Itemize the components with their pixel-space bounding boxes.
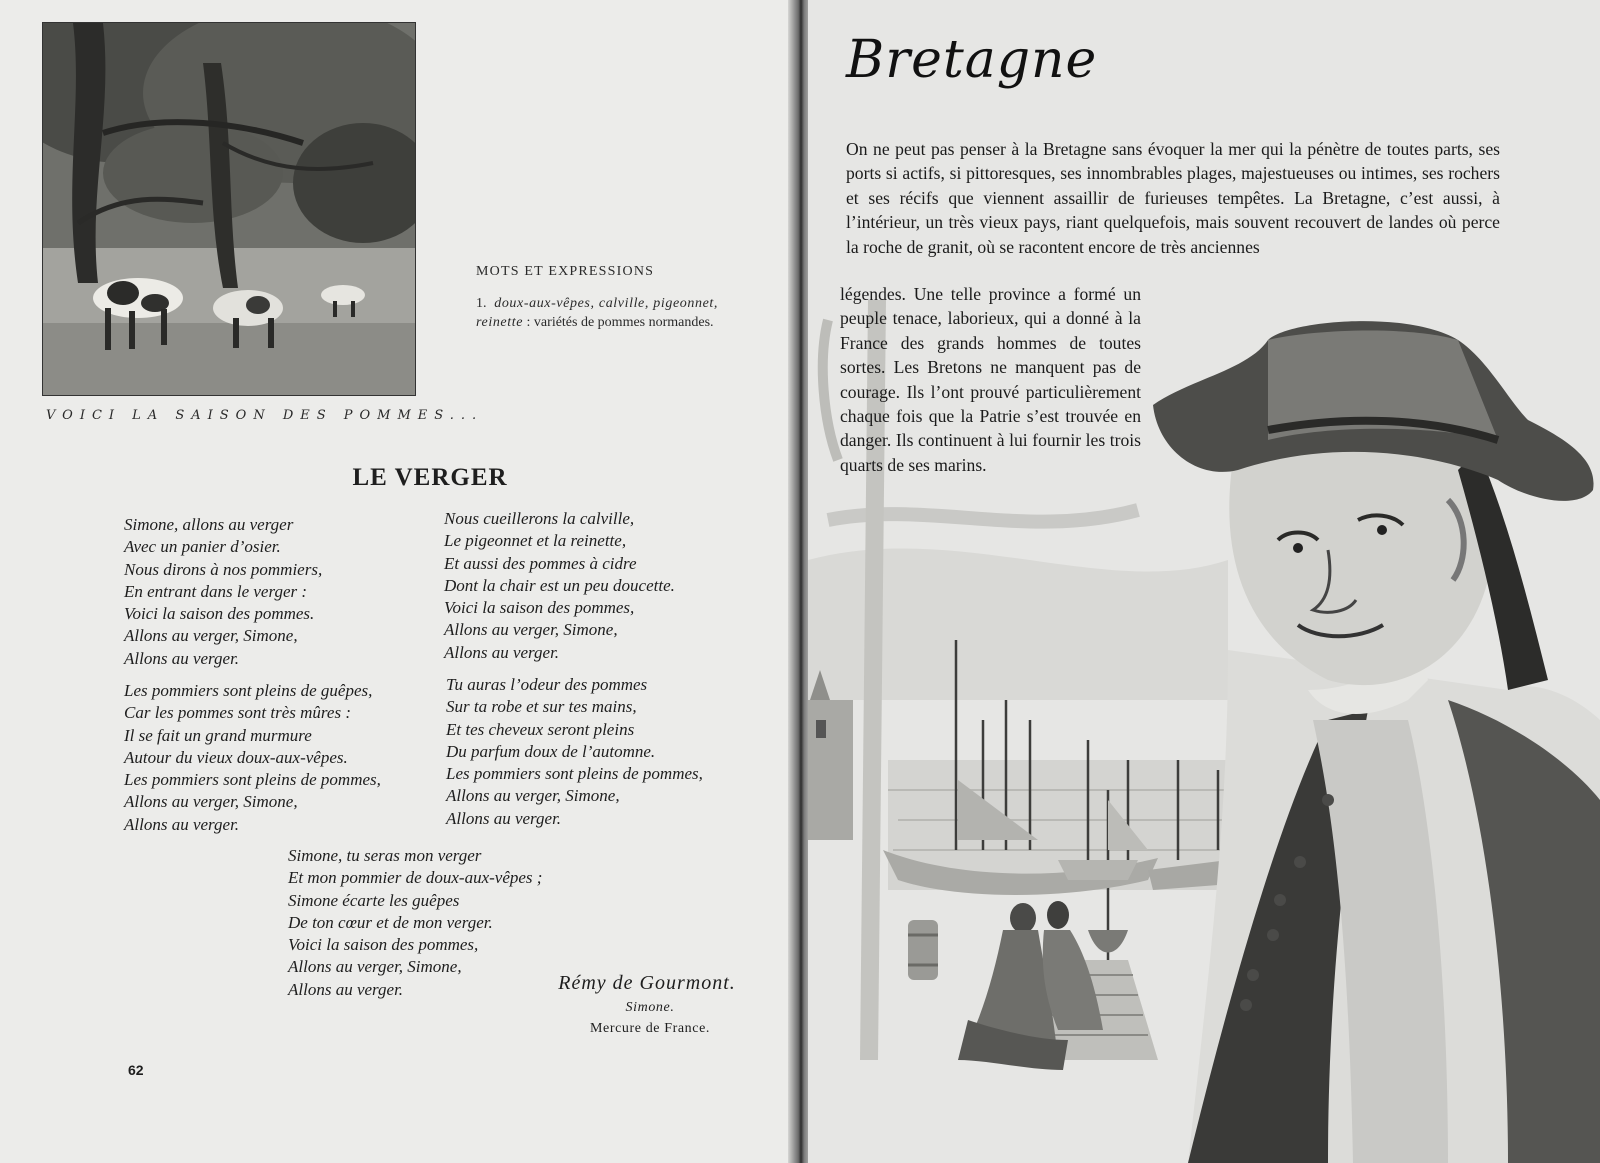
intro-paragraph: On ne peut pas penser à la Bretagne sans évoquer la mer qui la pénètre de toutes parts, ses ports si actifs, si pittoresques, ses innombrables plages, majestueuses ou intimes, ses rochers et ses récifs que viennent assaillir de furieuses tempêtes. La Bretagne, c’est aussi, à l’intérieur, un très vieux pays, riant quelquefois, mais souvent recouvert de landes où perce la roche de granit, où se racontent encore de très anciennes — [846, 139, 1500, 257]
poem-line: Allons au verger. — [124, 648, 240, 668]
poem-stanza-1 — [124, 514, 322, 670]
vocabulary-entry-number: 1. — [476, 296, 487, 311]
poem-author: Rémy de Gourmont. — [558, 972, 736, 994]
poem-line: Car les pommes sont très mûres : — [124, 703, 351, 723]
vocabulary-entry-definition: : variétés de pommes normandes. — [526, 315, 714, 330]
poem-line: Allons au verger. — [444, 642, 560, 662]
vocabulary-entry — [476, 294, 718, 332]
photo-caption: VOICI LA SAISON DES POMMES... — [46, 408, 484, 423]
poem-line: Voici la saison des pommes, — [444, 598, 635, 618]
poem-line: Et tes cheveux seront pleins — [446, 719, 635, 739]
poem-line: Et mon pommier de doux-aux-vêpes ; — [288, 868, 543, 888]
poem-line: Du parfum doux de l’automne. — [446, 741, 656, 761]
poem-line: Allons au verger, Simone, — [124, 792, 298, 812]
poem-stanza-3 — [124, 680, 381, 836]
poem-line: Simone, allons au verger — [124, 515, 294, 534]
poem-line: Allons au verger, Simone, — [446, 786, 620, 806]
poem-line: Allons au verger. — [124, 814, 240, 834]
poem-line: Les pommiers sont pleins de pommes, — [124, 770, 381, 790]
poem-stanza-2 — [444, 508, 675, 664]
poem-line: Allons au verger. — [288, 979, 404, 999]
poem-line: Sur ta robe et sur tes mains, — [446, 697, 637, 717]
poem-line: Nous dirons à nos pommiers, — [124, 559, 323, 579]
poem-stanza-5 — [288, 845, 542, 1001]
poem-line: Allons au verger, Simone, — [124, 626, 298, 646]
poem-title: LE VERGER — [352, 464, 508, 491]
orchard-cows-photo — [42, 22, 416, 396]
poem-source-publisher: Mercure de France. — [589, 1021, 711, 1036]
poem-source-work: Simone. — [625, 1000, 675, 1015]
poem-line: Voici la saison des pommes, — [288, 935, 479, 955]
left-page — [0, 0, 794, 1163]
poem-stanza-4 — [446, 674, 703, 830]
poem-line: Et aussi des pommes à cidre — [444, 553, 637, 573]
poem-line: Dont la chair est un peu doucette. — [444, 575, 675, 595]
page-number: 62 — [128, 1062, 144, 1078]
poem-line: De ton cœur et de mon verger. — [288, 912, 493, 932]
vocabulary-box — [476, 264, 718, 332]
poem-line: Simone écarte les guêpes — [288, 890, 460, 910]
poem-line: Nous cueillerons la calville, — [444, 509, 635, 528]
poem-line: Autour du vieux doux-aux-vêpes. — [124, 747, 348, 767]
poem-line: Le pigeonnet et la reinette, — [444, 531, 627, 551]
poem-line: Allons au verger, Simone, — [288, 957, 462, 977]
poem-line: Les pommiers sont pleins de guêpes, — [124, 681, 373, 700]
poem-line: Allons au verger, Simone, — [444, 620, 618, 640]
poem-line: Les pommiers sont pleins de pommes, — [446, 764, 703, 784]
poem-line: En entrant dans le verger : — [124, 581, 308, 601]
poem-line: Avec un panier d’osier. — [124, 537, 281, 557]
poem-line: Voici la saison des pommes. — [124, 604, 315, 624]
poem-line: Il se fait un grand murmure — [124, 725, 312, 745]
continued-paragraph: légendes. Une telle province a formé un peuple tenace, laborieux, qui a donné à la France des grands hommes de toutes sortes. Les Bretons ne manquent pas de courage. Ils l’ont prouvé particulièrement chaque fois que la Patrie s’est trouvée en danger. Ils continuent à lui fournir les trois quarts de ses marins. — [840, 284, 1141, 475]
orchard-photo-drawing — [43, 23, 415, 395]
vocabulary-entry-terms: doux-aux-vêpes, calville, pigeonnet, reinette — [476, 296, 718, 330]
right-page — [808, 0, 1600, 1163]
poem-line: Tu auras l’odeur des pommes — [446, 675, 648, 694]
poem-line: Allons au verger. — [446, 808, 562, 828]
poem-line: Simone, tu seras mon verger — [288, 846, 482, 865]
page-title: Bretagne — [846, 30, 1098, 90]
vocabulary-title: MOTS ET EXPRESSIONS — [476, 264, 655, 279]
